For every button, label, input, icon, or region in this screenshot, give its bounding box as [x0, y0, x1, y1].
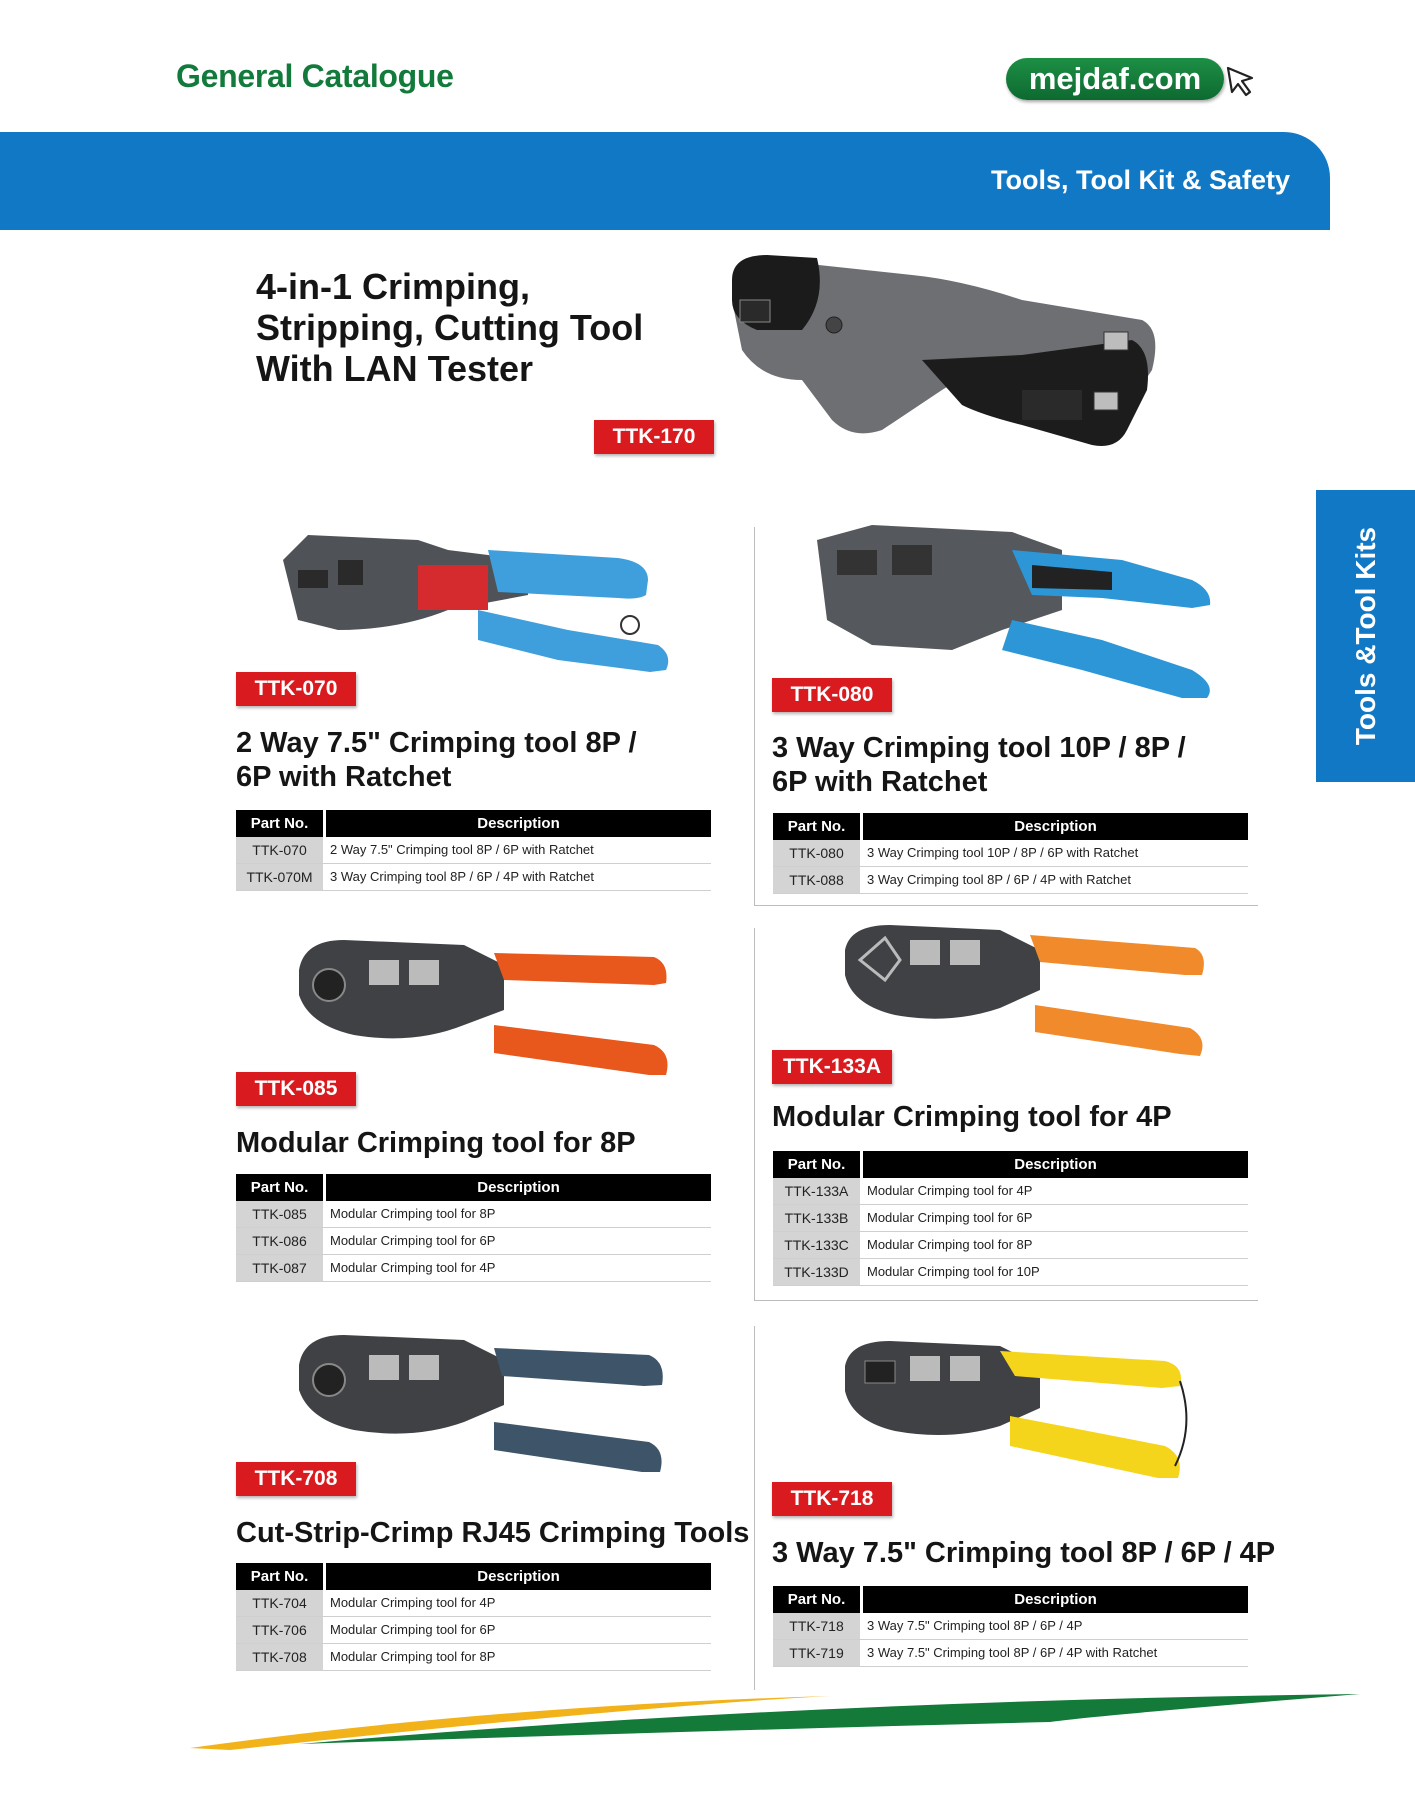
header-description: Description — [863, 1586, 1248, 1613]
description-cell: Modular Crimping tool for 6P — [330, 1233, 496, 1248]
product-code-tag: TTK-133A — [772, 1050, 892, 1084]
description-cell: 3 Way Crimping tool 8P / 6P / 4P with Ratchet — [867, 872, 1131, 887]
footer-swoosh — [190, 1686, 1360, 1752]
description-cell: Modular Crimping tool for 4P — [867, 1183, 1033, 1198]
hero-title-line: Stripping, Cutting Tool — [256, 307, 644, 348]
product-code-tag: TTK-718 — [772, 1482, 892, 1516]
header-part-no: Part No. — [236, 1563, 323, 1590]
table-row — [236, 1617, 711, 1644]
part-no-cell: TTK-133B — [773, 1205, 860, 1231]
spec-table — [773, 1151, 1248, 1286]
ttk-708-tool-image — [294, 1330, 674, 1480]
table-header — [773, 1586, 1248, 1613]
column-divider — [754, 1326, 755, 1690]
part-no-cell: TTK-080 — [773, 840, 860, 866]
product-code-tag: TTK-080 — [772, 678, 892, 712]
part-no-cell: TTK-704 — [236, 1590, 323, 1616]
product-title-line: 3 Way Crimping tool 10P / 8P / — [772, 732, 1186, 764]
part-no-cell: TTK-719 — [773, 1640, 860, 1666]
column-divider — [754, 928, 755, 1300]
product-code-tag: TTK-085 — [236, 1072, 356, 1106]
cursor-arrow-icon — [1224, 64, 1258, 98]
column-divider — [754, 527, 755, 905]
table-row — [773, 1232, 1248, 1259]
description-cell: Modular Crimping tool for 10P — [867, 1264, 1040, 1279]
spec-table — [236, 1174, 711, 1282]
table-header — [236, 810, 711, 837]
product-title — [236, 1516, 749, 1550]
description-cell: Modular Crimping tool for 8P — [330, 1649, 496, 1664]
table-row — [236, 864, 711, 891]
table-header — [773, 1151, 1248, 1178]
product-title — [772, 1100, 1172, 1134]
ttk-085-tool-image — [294, 935, 674, 1085]
ttk-070-tool-image — [278, 520, 678, 680]
product-title — [772, 1536, 1275, 1570]
header-part-no: Part No. — [773, 1151, 860, 1178]
spec-table — [773, 1586, 1248, 1667]
hero-code-tag: TTK-170 — [594, 420, 714, 454]
ttk-718-tool-image — [840, 1336, 1220, 1486]
lan-tester-crimper-image — [722, 240, 1162, 470]
spec-table — [773, 813, 1248, 894]
table-row — [773, 1178, 1248, 1205]
side-tab-label: Tools &Tool Kits — [1349, 526, 1381, 746]
description-cell: 3 Way Crimping tool 10P / 8P / 6P with Ratchet — [867, 845, 1139, 860]
part-no-cell: TTK-070M — [236, 864, 323, 890]
table-row — [773, 840, 1248, 867]
ttk-133a-tool-image — [840, 920, 1210, 1060]
row-divider — [754, 1300, 1258, 1301]
product-title-line: 3 Way 7.5" Crimping tool 8P / 6P / 4P — [772, 1537, 1276, 1569]
table-header — [773, 813, 1248, 840]
product-title — [236, 1126, 636, 1160]
part-no-cell: TTK-718 — [773, 1613, 860, 1639]
header-part-no: Part No. — [773, 813, 860, 840]
part-no-cell: TTK-133A — [773, 1178, 860, 1204]
product-title-line: Cut-Strip-Crimp RJ45 Crimping Tools — [236, 1517, 750, 1549]
section-band — [0, 132, 1330, 230]
section-title: Tools, Tool Kit & Safety — [990, 165, 1290, 195]
table-row — [773, 1259, 1248, 1286]
table-row — [236, 1255, 711, 1282]
description-cell: Modular Crimping tool for 6P — [330, 1622, 496, 1637]
table-row — [236, 1644, 711, 1671]
header-description: Description — [326, 1563, 711, 1590]
description-cell: 3 Way 7.5" Crimping tool 8P / 6P / 4P with Ratchet — [867, 1645, 1158, 1660]
website-link[interactable]: mejdaf.com — [1006, 58, 1224, 100]
part-no-cell: TTK-708 — [236, 1644, 323, 1670]
table-row — [773, 1613, 1248, 1640]
table-header — [236, 1174, 711, 1201]
spec-table — [236, 1563, 711, 1671]
product-code-tag: TTK-070 — [236, 672, 356, 706]
header-description: Description — [863, 1151, 1248, 1178]
table-header — [236, 1563, 711, 1590]
product-title — [236, 726, 637, 794]
table-row — [773, 1640, 1248, 1667]
header-description: Description — [326, 810, 711, 837]
header-part-no: Part No. — [236, 810, 323, 837]
description-cell: Modular Crimping tool for 8P — [867, 1237, 1033, 1252]
description-cell: 3 Way Crimping tool 8P / 6P / 4P with Ratchet — [330, 869, 594, 884]
table-row — [773, 867, 1248, 894]
catalogue-title: General Catalogue — [176, 58, 454, 94]
product-title-line: 2 Way 7.5" Crimping tool 8P / — [236, 727, 637, 759]
description-cell: Modular Crimping tool for 4P — [330, 1595, 496, 1610]
table-row — [236, 1590, 711, 1617]
header-description: Description — [863, 813, 1248, 840]
product-title-line: 6P with Ratchet — [772, 766, 988, 798]
product-title-line: Modular Crimping tool for 8P — [236, 1127, 636, 1159]
description-cell: Modular Crimping tool for 6P — [867, 1210, 1033, 1225]
part-no-cell: TTK-706 — [236, 1617, 323, 1643]
product-title-line: Modular Crimping tool for 4P — [772, 1101, 1172, 1133]
side-tab[interactable] — [1316, 490, 1415, 782]
table-row — [236, 1228, 711, 1255]
part-no-cell: TTK-133C — [773, 1232, 860, 1258]
description-cell: 2 Way 7.5" Crimping tool 8P / 6P with Ratchet — [330, 842, 594, 857]
hero-title — [256, 266, 643, 389]
part-no-cell: TTK-086 — [236, 1228, 323, 1254]
description-cell: Modular Crimping tool for 8P — [330, 1206, 496, 1221]
header-part-no: Part No. — [236, 1174, 323, 1201]
description-cell: Modular Crimping tool for 4P — [330, 1260, 496, 1275]
table-row — [236, 837, 711, 864]
row-divider — [754, 905, 1258, 906]
part-no-cell: TTK-133D — [773, 1259, 860, 1285]
part-no-cell: TTK-088 — [773, 867, 860, 893]
hero-title-line: With LAN Tester — [256, 348, 534, 389]
hero-title-line: 4-in-1 Crimping, — [256, 266, 531, 307]
description-cell: 3 Way 7.5" Crimping tool 8P / 6P / 4P — [867, 1618, 1083, 1633]
header-part-no: Part No. — [773, 1586, 860, 1613]
part-no-cell: TTK-070 — [236, 837, 323, 863]
product-code-tag: TTK-708 — [236, 1462, 356, 1496]
ttk-080-tool-image — [812, 520, 1222, 700]
product-title-line: 6P with Ratchet — [236, 761, 452, 793]
table-row — [236, 1201, 711, 1228]
spec-table — [236, 810, 711, 891]
header-description: Description — [326, 1174, 711, 1201]
part-no-cell: TTK-087 — [236, 1255, 323, 1281]
product-title — [772, 731, 1186, 799]
table-row — [773, 1205, 1248, 1232]
part-no-cell: TTK-085 — [236, 1201, 323, 1227]
